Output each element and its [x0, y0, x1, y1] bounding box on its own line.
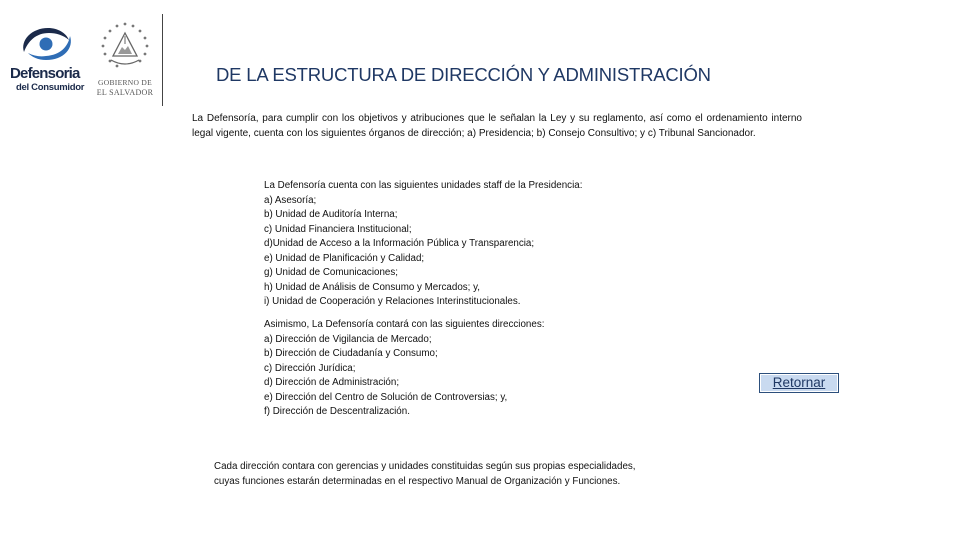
list-item: d) Dirección de Administración;: [264, 377, 400, 388]
direcciones-list: [264, 318, 544, 420]
list-item: d)Unidad de Acceso a la Información Pública y Transparencia;: [264, 238, 535, 249]
closing-paragraph: [214, 460, 636, 489]
list-item: a) Asesoría;: [264, 194, 317, 206]
direcciones-heading: Asimismo, La Defensoría contará con las siguientes direcciones:: [264, 319, 545, 330]
consumidor-wordmark: del Consumidor: [16, 82, 85, 93]
intro-paragraph: La Defensoría, para cumplir con los objetivos y atribuciones que le señalan la Ley y su reglamento, así como el ordenamiento interno legal vigente, cuenta con los siguientes órganos de dirección; a) Presidencia; b) Consejo Consultivo; y c) Tribunal Sancionador.: [192, 113, 802, 139]
list-item: f) Dirección de Descentralización.: [264, 406, 410, 417]
list-item: b) Dirección de Ciudadanía y Consumo;: [264, 348, 438, 359]
list-item: g) Unidad de Comunicaciones;: [264, 267, 398, 278]
closing-line-2: cuyas funciones estarán determinadas en el respectivo Manual de Organización y Funciones.: [214, 475, 621, 487]
defensoria-emblem-icon: [16, 22, 76, 62]
logo-divider: [162, 14, 163, 106]
list-item: a) Dirección de Vigilancia de Mercado;: [264, 333, 432, 345]
retornar-button[interactable]: Retornar: [759, 373, 839, 393]
list-item: c) Dirección Jurídica;: [264, 362, 356, 374]
list-item: h) Unidad de Análisis de Consumo y Mercados; y,: [264, 281, 480, 293]
defensoria-logo: [8, 22, 84, 102]
list-item: e) Unidad de Planificación y Calidad;: [264, 252, 425, 264]
list-item: b) Unidad de Auditoría Interna;: [264, 209, 398, 220]
closing-line-1: Cada dirección contara con gerencias y unidades constituidas según sus propias especialidades,: [214, 461, 636, 472]
list-item: i) Unidad de Cooperación y Relaciones Interinstitucionales.: [264, 296, 521, 307]
gobierno-line-2: EL SALVADOR: [96, 88, 154, 97]
gobierno-line-1: GOBIERNO DE: [98, 78, 152, 87]
gobierno-logo: [94, 20, 156, 104]
defensoria-wordmark: Defensoria: [10, 65, 80, 82]
coat-of-arms-icon: [96, 20, 154, 76]
staff-units-list: [264, 179, 582, 310]
page-title: DE LA ESTRUCTURA DE DIRECCIÓN Y ADMINISTRACIÓN: [216, 64, 711, 85]
staff-heading: La Defensoría cuenta con las siguientes unidades staff de la Presidencia:: [264, 180, 583, 191]
list-item: c) Unidad Financiera Institucional;: [264, 223, 412, 235]
list-item: e) Dirección del Centro de Solución de Controversias; y,: [264, 391, 508, 403]
